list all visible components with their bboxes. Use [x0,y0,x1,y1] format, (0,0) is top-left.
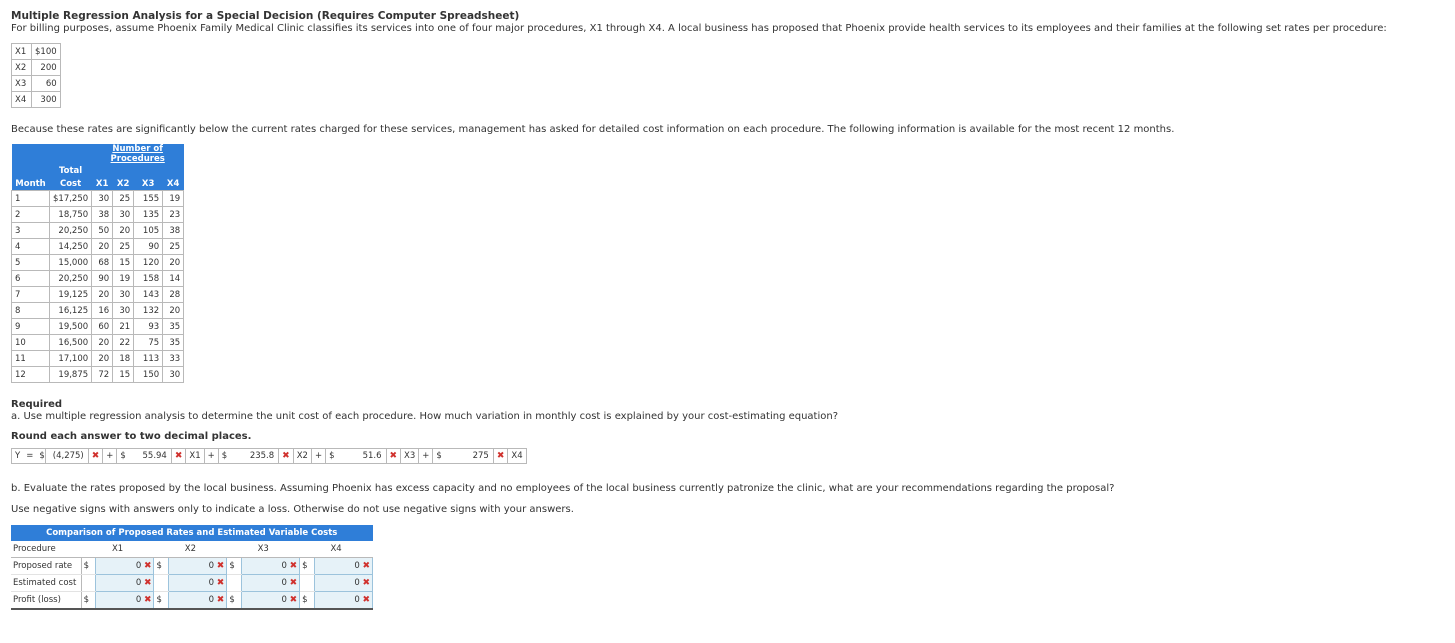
x-mark-icon: ✖ [289,561,298,571]
x-mark-icon: ✖ [279,448,293,464]
x2-cell: 15 [113,367,134,383]
total-cost-cell: 20,250 [50,223,92,239]
month-cell: 7 [12,287,50,303]
rate-label: X1 [12,44,32,60]
blank-header [50,144,92,164]
plus-sign: + [311,448,325,464]
dollar-sign: $ [300,592,314,610]
x3-label: X3 [400,448,418,464]
total-cost-cell: 17,100 [50,351,92,367]
rate-row [12,60,61,76]
x2-cell: 30 [113,207,134,223]
total-cost-cell: 20,250 [50,271,92,287]
x3-cell: 150 [134,367,163,383]
x-mark-icon: ✖ [362,561,370,571]
procedure-header-row [11,541,373,558]
estimated-cost-x3-input[interactable] [241,575,299,592]
rate-row [12,44,61,60]
x2-cell: 21 [113,319,134,335]
estimated-cost-row [11,575,373,592]
round-note: Round each answer to two decimal places. [11,431,252,442]
dollar-sign: $ [36,448,45,464]
month-cell: 2 [12,207,50,223]
total-cost-cell: 19,125 [50,287,92,303]
dollar-sign: $ [300,558,314,575]
rate-row [12,92,61,108]
cell-value: 0 [208,578,215,588]
problem-title: Multiple Regression Analysis for a Special Decision (Requires Computer Spreadsheet) [11,10,520,22]
rate-label: X3 [12,76,32,92]
profit-x4-input[interactable] [314,592,372,610]
x3-header: X3 [134,177,163,191]
x3-cell: 75 [134,335,163,351]
cell-value: 0 [281,595,287,605]
x1-cell: 16 [92,303,113,319]
x2-cell: 30 [113,303,134,319]
month-cell: 1 [12,191,50,207]
table-row [12,303,184,319]
x4-cell: 20 [163,255,184,271]
row-label: Proposed rate [11,558,81,575]
x3-cell: 135 [134,207,163,223]
x4-cell: 30 [163,367,184,383]
x4-cell: 35 [163,335,184,351]
rate-value: 60 [32,76,61,92]
x-mark-icon: ✖ [143,561,152,571]
table-row [12,287,184,303]
y-label: Y [11,448,23,464]
x1-cell: 30 [92,191,113,207]
plus-sign: + [418,448,432,464]
dollar-sign: $ [154,558,168,575]
table-row [12,351,184,367]
dollar-sign: $ [227,558,241,575]
proposed-rates-table [11,43,61,108]
x-mark-icon: ✖ [362,578,370,588]
x1-cell: 20 [92,239,113,255]
b4-input[interactable] [442,448,494,464]
x1-label: X1 [185,448,203,464]
plus-sign: + [102,448,116,464]
total-cost-cell: 16,125 [50,303,92,319]
regression-equation [11,448,1441,464]
x4-cell: 35 [163,319,184,335]
total-cost-cell: 14,250 [50,239,92,255]
x4-cell: 19 [163,191,184,207]
x4-header: X4 [163,177,184,191]
x4-cell: 20 [163,303,184,319]
b3-value: 51.6 [362,451,382,461]
cell-value: 0 [354,595,360,605]
month-cell: 12 [12,367,50,383]
comparison-table [11,525,373,610]
col-x4: X4 [300,541,373,558]
comparison-title: Comparison of Proposed Rates and Estimated Variable Costs [11,525,373,541]
x2-cell: 22 [113,335,134,351]
x-mark-icon: ✖ [289,595,298,605]
cell-value: 0 [135,595,142,605]
b1-value: 55.94 [142,451,167,461]
table-row [12,239,184,255]
rate-value: 300 [32,92,61,108]
x-mark-icon: ✖ [143,595,152,605]
estimated-cost-x2-input[interactable] [168,575,226,592]
x-mark-icon: ✖ [362,595,370,605]
part-a-text: a. Use multiple regression analysis to determine the unit cost of each procedure. How much variation in monthly cost is explained by your cost-estimating equation? [11,411,839,422]
x-mark-icon: ✖ [89,448,103,464]
x1-header: X1 [92,177,113,191]
month-cell: 10 [12,335,50,351]
rate-value: $100 [32,44,61,60]
x1-cell: 60 [92,319,113,335]
x4-cell: 14 [163,271,184,287]
dollar-sign: $ [218,448,227,464]
x4-cell: 38 [163,223,184,239]
rate-value: 200 [32,60,61,76]
month-cell: 11 [12,351,50,367]
x3-cell: 105 [134,223,163,239]
x4-cell: 33 [163,351,184,367]
total-cost-cell: $17,250 [50,191,92,207]
rate-row [12,76,61,92]
x-mark-icon: ✖ [216,578,225,588]
x2-label: X2 [293,448,311,464]
cell-value: 0 [135,578,142,588]
x2-cell: 20 [113,223,134,239]
x1-cell: 90 [92,271,113,287]
cell-value: 0 [208,595,215,605]
profit-x1-input[interactable] [96,592,154,610]
dollar-sign: $ [325,448,334,464]
table-row [12,319,184,335]
month-cell: 6 [12,271,50,287]
b2-value: 235.8 [249,451,275,461]
row-label: Estimated cost [11,575,81,592]
table-row [12,191,184,207]
cost-info-text: Because these rates are significantly below the current rates charged for these services, management has asked for detailed cost information on each procedure. The following information is available for the most recent 12 months. [11,124,1175,135]
proposed-rate-x2-input[interactable] [168,558,226,575]
table-row [12,223,184,239]
x4-cell: 25 [163,239,184,255]
dollar-sign: $ [116,448,125,464]
procedures-group-header: Number of Procedures [92,144,184,164]
x2-cell: 19 [113,271,134,287]
procedure-label: Procedure [11,541,81,558]
row-label: Profit (loss) [11,592,81,610]
b1-input[interactable] [126,448,172,464]
x1-cell: 20 [92,287,113,303]
total-cost-cell: 15,000 [50,255,92,271]
x2-cell: 25 [113,191,134,207]
blank-cell [227,575,241,592]
intercept-value: (4,275) [52,451,84,461]
cell-value: 0 [281,578,287,588]
cell-value: 0 [135,561,142,571]
cell-value: 0 [208,561,215,571]
x-mark-icon: ✖ [289,578,298,588]
x1-cell: 38 [92,207,113,223]
dollar-sign: $ [432,448,441,464]
x3-cell: 93 [134,319,163,335]
b3-input[interactable] [335,448,387,464]
x2-cell: 25 [113,239,134,255]
dollar-sign: $ [154,592,168,610]
profit-loss-row [11,592,373,610]
intro-text: For billing purposes, assume Phoenix Family Medical Clinic classifies its services into one of four major procedures, X1 through X4. A local business has proposed that Phoenix provide health services to its employees and their families at the following set rates per procedure: [11,23,1387,34]
estimated-cost-x4-input[interactable] [314,575,372,592]
x1-cell: 20 [92,351,113,367]
proposed-rate-x1-input[interactable] [96,558,154,575]
b4-value: 275 [472,451,489,461]
estimated-cost-x1-input[interactable] [96,575,154,592]
blank-header [12,144,50,164]
x4-cell: 23 [163,207,184,223]
intercept-input[interactable] [46,448,89,464]
b2-input[interactable] [227,448,279,464]
total-cost-cell: 16,500 [50,335,92,351]
total-header: Total [50,164,92,177]
x2-header: X2 [113,177,134,191]
rate-label: X2 [12,60,32,76]
x-mark-icon: ✖ [387,448,401,464]
x-mark-icon: ✖ [216,561,225,571]
x3-cell: 90 [134,239,163,255]
table-row [12,207,184,223]
x-mark-icon: ✖ [494,448,508,464]
monthly-cost-table [11,144,184,383]
x4-cell: 28 [163,287,184,303]
cell-value: 0 [354,561,360,571]
month-cell: 4 [12,239,50,255]
plus-sign: + [204,448,218,464]
x1-cell: 72 [92,367,113,383]
x-mark-icon: ✖ [216,595,225,605]
x3-cell: 143 [134,287,163,303]
rate-label: X4 [12,92,32,108]
dollar-sign: $ [81,558,95,575]
x2-cell: 18 [113,351,134,367]
table-row [12,335,184,351]
x3-cell: 132 [134,303,163,319]
x1-cell: 20 [92,335,113,351]
x3-cell: 158 [134,271,163,287]
x4-label: X4 [507,448,526,464]
negative-sign-note: Use negative signs with answers only to indicate a loss. Otherwise do not use negative signs with your answers. [11,504,574,515]
blank-header [12,164,50,177]
total-cost-cell: 19,875 [50,367,92,383]
x1-cell: 68 [92,255,113,271]
blank-cell [154,575,168,592]
table-row [12,255,184,271]
total-cost-cell: 18,750 [50,207,92,223]
x2-cell: 15 [113,255,134,271]
table-row [12,271,184,287]
profit-x3-input[interactable] [241,592,299,610]
blank-header [92,164,184,177]
dollar-sign: $ [227,592,241,610]
col-x2: X2 [154,541,227,558]
monthly-cost-body [12,191,184,383]
cell-value: 0 [281,561,287,571]
proposed-rate-x3-input[interactable] [241,558,299,575]
proposed-rate-x4-input[interactable] [314,558,372,575]
col-x3: X3 [227,541,300,558]
x2-cell: 30 [113,287,134,303]
proposed-rate-row [11,558,373,575]
x3-cell: 155 [134,191,163,207]
blank-cell [300,575,314,592]
total-cost-cell: 19,500 [50,319,92,335]
blank-cell [81,575,95,592]
x-mark-icon: ✖ [172,448,186,464]
profit-x2-input[interactable] [168,592,226,610]
month-header: Month [12,177,50,191]
month-cell: 5 [12,255,50,271]
x1-cell: 50 [92,223,113,239]
table-row [12,367,184,383]
col-x1: X1 [81,541,154,558]
cost-header: Cost [50,177,92,191]
cell-value: 0 [354,578,360,588]
month-cell: 9 [12,319,50,335]
problem-page [11,10,1441,610]
month-cell: 3 [12,223,50,239]
x3-cell: 113 [134,351,163,367]
dollar-sign: $ [81,592,95,610]
month-cell: 8 [12,303,50,319]
equals-sign: = [23,448,36,464]
part-b-text: b. Evaluate the rates proposed by the local business. Assuming Phoenix has excess capacity and no employees of the local business currently patronize the clinic, what are your recommendations regarding the proposal? [11,483,1115,494]
required-heading: Required [11,399,63,410]
x-mark-icon: ✖ [143,578,152,588]
x3-cell: 120 [134,255,163,271]
